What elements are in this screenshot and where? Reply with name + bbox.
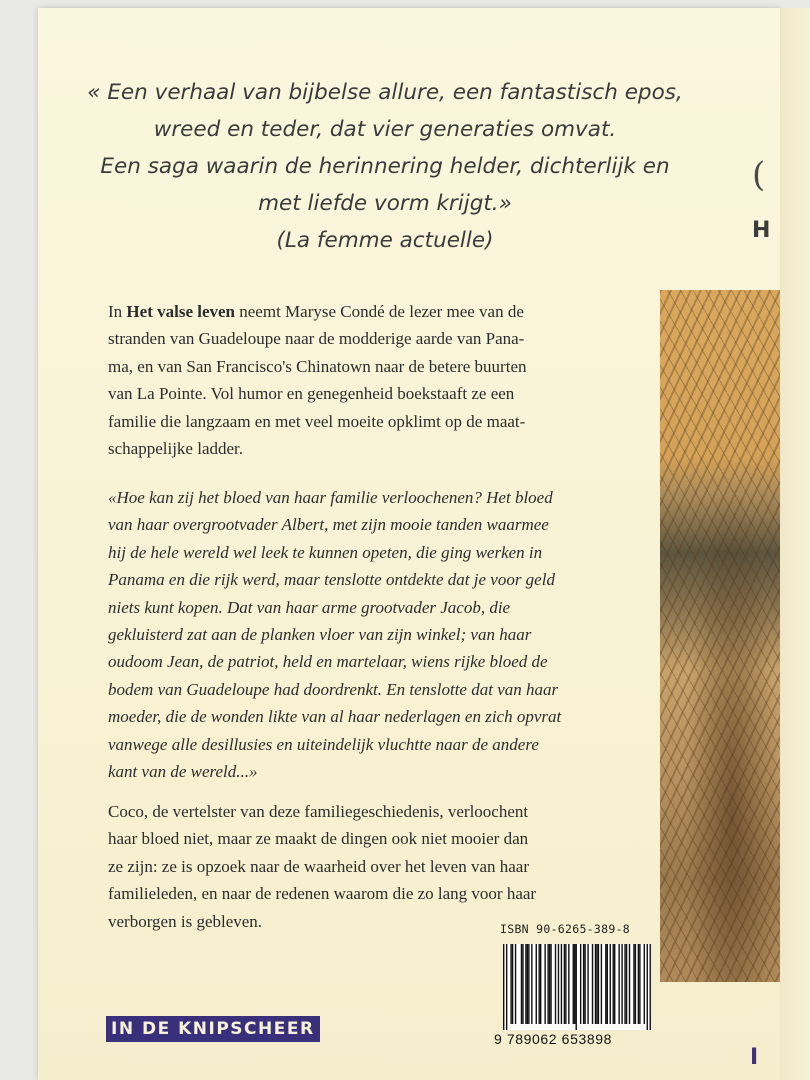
- barcode-bar: [564, 944, 565, 1024]
- barcode-bar: [574, 944, 575, 1024]
- spine-top-glyph: (: [752, 155, 766, 195]
- quote-line: wreed en teder, dat vier generaties omvat.: [153, 117, 617, 142]
- excerpt-line: kant van de wereld...»: [108, 762, 258, 782]
- barcode-bars: [503, 944, 651, 1030]
- barcode-bar: [584, 944, 585, 1024]
- blurb-lead: In: [108, 302, 127, 321]
- barcode-bar: [607, 944, 608, 1024]
- barcode-bar: [583, 944, 584, 1024]
- excerpt-line: «Hoe kan zij het bloed van haar familie verloochenen? Het bloed: [108, 488, 553, 507]
- barcode-bar: [638, 944, 639, 1024]
- quote-source: (La femme actuelle): [276, 228, 494, 253]
- barcode-bar: [601, 944, 602, 1024]
- excerpt-line: moeder, die de wonden likte van al haar nederlagen en zich opvrat: [108, 707, 562, 727]
- barcode-bar: [613, 944, 614, 1024]
- barcode-bar: [596, 944, 597, 1024]
- blurb-line: ze zijn: ze is opzoek naar de waarheid over het leven van haar: [108, 856, 530, 876]
- excerpt-line: bodem van Guadeloupe had doordrenkt. En tenslotte dat van haar: [108, 679, 559, 699]
- excerpt-line: gekluisterd zat aan de planken vloer van zijn winkel; van haar: [108, 625, 532, 645]
- barcode-bar: [576, 944, 577, 1030]
- barcode-bar: [618, 944, 619, 1024]
- barcode-bar: [539, 944, 540, 1024]
- barcode-bar: [550, 944, 551, 1024]
- barcode-bar: [647, 944, 648, 1030]
- barcode-bar: [531, 944, 532, 1024]
- blurb-line: stranden van Guadeloupe naar de modderige aarde van Pana-: [108, 329, 525, 349]
- barcode-bar: [587, 944, 588, 1024]
- barcode-bar: [639, 944, 640, 1024]
- spine-bottom-glyph: I: [750, 1045, 759, 1070]
- barcode-bar: [621, 944, 622, 1024]
- quote-line: Een saga waarin de herinnering helder, dichterlijk en: [100, 154, 670, 179]
- excerpt-line: Panama en die rijk werd, maar tenslotte ontdekte dat je voor geld: [108, 570, 555, 590]
- barcode-bar: [573, 944, 574, 1024]
- blurb-paragraph-3: [108, 798, 658, 935]
- barcode-bar: [525, 944, 526, 1024]
- spine-mid-glyph: H: [752, 218, 771, 243]
- blurb-line: schappelijke ladder.: [108, 439, 244, 459]
- barcode-bar: [644, 944, 645, 1024]
- excerpt-line: oudoom Jean, de patriot, held en martelaar, wiens rijke bloed de: [108, 652, 548, 672]
- blurb-line: familie die langzaam en met veel moeite opklimt op de maat-: [108, 411, 526, 431]
- barcode-bar: [650, 944, 651, 1030]
- barcode-bar: [598, 944, 599, 1024]
- barcode-bar: [506, 944, 507, 1030]
- barcode-bar: [605, 944, 606, 1024]
- blurb-line: van La Pointe. Vol humor en genegenheid boekstaaft ze een: [108, 384, 515, 404]
- excerpt-line: van haar overgrootvader Albert, met zijn mooie tanden waarmee: [108, 515, 549, 535]
- excerpt-line: vanwege alle desillusies en uiteindelijk vluchtte naar de andere: [108, 734, 539, 754]
- barcode-bar: [558, 944, 559, 1024]
- barcode-bar: [527, 944, 528, 1024]
- excerpt-line: niets kunt kopen. Dat van haar arme grootvader Jacob, die: [108, 597, 511, 617]
- barcode-bar: [610, 944, 611, 1024]
- barcode-bar: [522, 944, 523, 1024]
- barcode-number: 9 789062 653898: [494, 1031, 612, 1047]
- barcode-bar: [515, 944, 516, 1024]
- blurb-line: familieleden, en naar de redenen waarom die zo lang voor haar: [108, 884, 537, 904]
- barcode-bar: [549, 944, 550, 1024]
- barcode-bar: [629, 944, 630, 1024]
- excerpt-line: hij de hele wereld wel leek te kunnen opeten, die ging werken in: [108, 542, 543, 562]
- blurb-line: ma, en van San Francisco's Chinatown naar de betere buurten: [108, 356, 527, 376]
- barcode-bar: [544, 944, 545, 1024]
- blurb-paragraph-2: [108, 484, 658, 785]
- publisher-logo: IN DE KNIPSCHEER: [106, 1016, 320, 1042]
- quote-line: « Een verhaal van bijbelse allure, een fantastisch epos,: [87, 80, 683, 105]
- blurb-line: Coco, de vertelster van deze familiegeschiedenis, verloochent: [108, 802, 529, 821]
- book-title: Het valse leven: [126, 302, 236, 321]
- barcode-bar: [568, 944, 569, 1024]
- barcode-bar: [528, 944, 529, 1024]
- barcode-bar: [521, 944, 522, 1024]
- barcode-bar: [592, 944, 593, 1024]
- review-quote: [60, 74, 710, 259]
- barcode-bar: [512, 944, 513, 1024]
- barcode-bar: [633, 944, 634, 1024]
- barcode-bar: [540, 944, 541, 1024]
- barcode-bar: [547, 944, 548, 1024]
- quote-line: met liefde vorm krijgt.»: [258, 191, 512, 216]
- barcode-bar: [624, 944, 625, 1024]
- spine-edge: [780, 8, 810, 1080]
- blurb-line: haar bloed niet, maar ze maakt de dingen ook niet mooier dan: [108, 829, 529, 849]
- blurb-line: verborgen is gebleven.: [108, 911, 263, 931]
- isbn-label: ISBN 90-6265-389-8: [500, 922, 631, 936]
- blurb-rest: neemt Maryse Condé de lezer mee van de: [235, 302, 524, 321]
- cover-photo-strip: [660, 290, 780, 982]
- barcode: [503, 944, 651, 1030]
- barcode-bar: [626, 944, 627, 1024]
- barcode-bar: [561, 944, 562, 1024]
- barcode-bar: [614, 944, 615, 1024]
- blurb-paragraph-1: [108, 298, 658, 462]
- barcode-bar: [595, 944, 596, 1024]
- barcode-bar: [510, 944, 511, 1024]
- barcode-bar: [635, 944, 636, 1024]
- blurb-line: [108, 298, 658, 325]
- barcode-bar: [580, 944, 581, 1024]
- barcode-bar: [555, 944, 556, 1024]
- barcode-bar: [565, 944, 566, 1024]
- barcode-bar: [503, 944, 504, 1030]
- barcode-bar: [536, 944, 537, 1024]
